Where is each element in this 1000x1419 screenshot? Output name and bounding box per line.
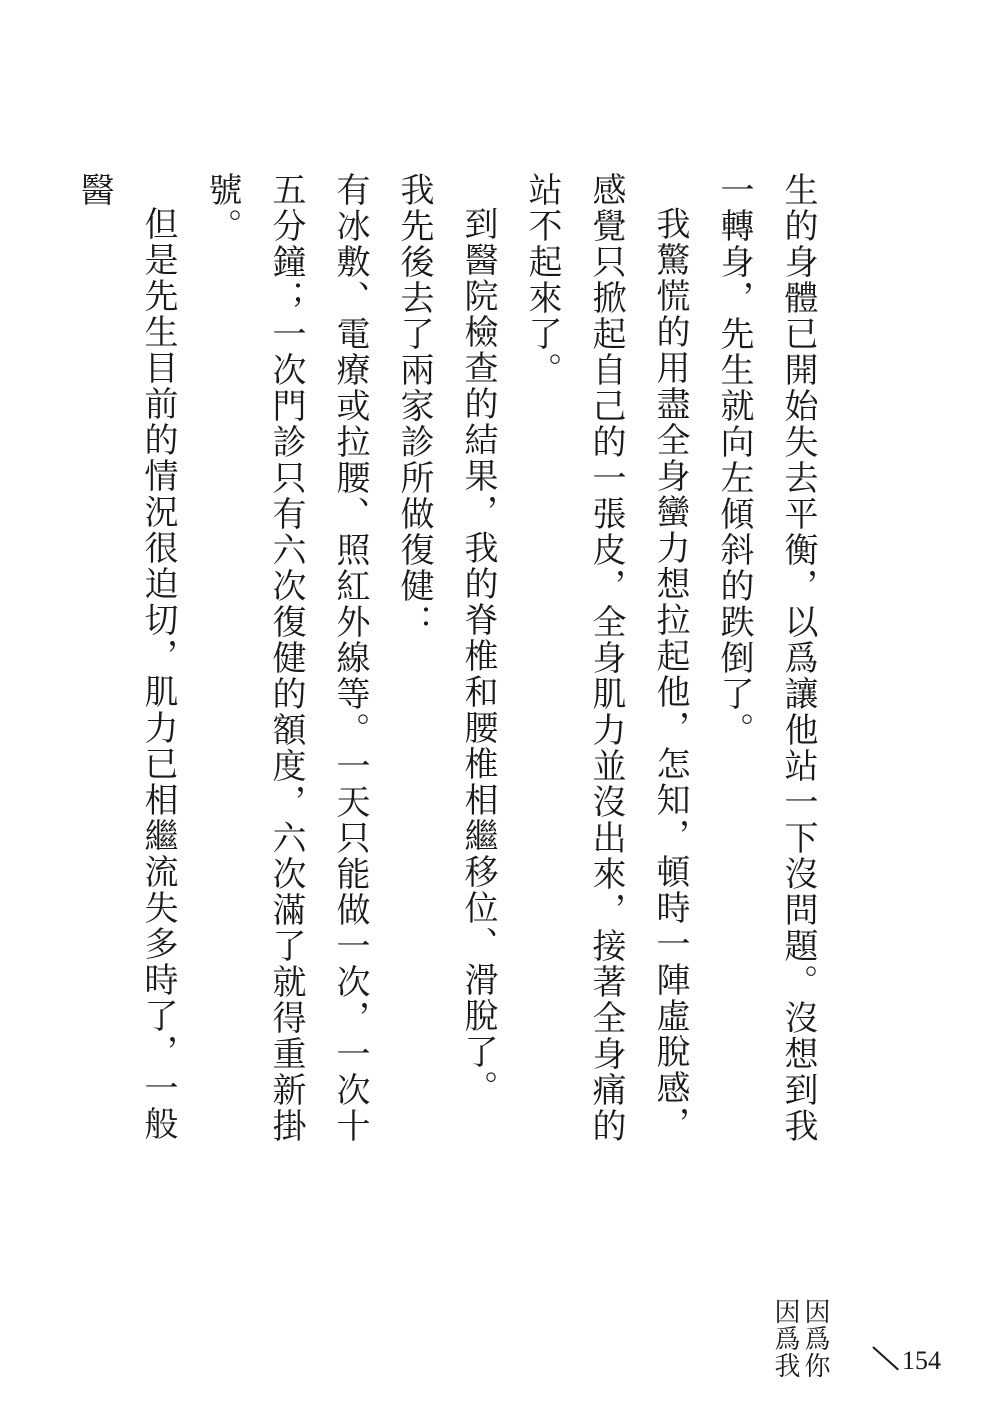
page-number: 154 xyxy=(902,1346,941,1375)
paragraph-3: 到醫院檢查的結果，我的脊椎和腰椎相繼移位、滑脫了。 xyxy=(458,206,498,1106)
paragraph-1: 生的身體已開始失去平衡，以爲讓他站一下沒問題。沒想到我一轉身，先生就向左傾斜的跌倒了。 xyxy=(714,172,818,1144)
vertical-text-body xyxy=(62,172,830,1172)
running-title-line-1: 因爲你 xyxy=(800,1298,830,1379)
paragraph-5: 有冰敷、電療或拉腰、照紅外線等。一天只能做一次，一次十五分鐘；一次門診只有六次復健的額度，六次滿了就得重新掛號。 xyxy=(202,172,370,1144)
running-title xyxy=(770,1298,830,1379)
running-title-line-2: 因爲我 xyxy=(770,1298,800,1379)
footer-divider-slash xyxy=(872,1346,899,1370)
paragraph-6: 但是先生目前的情況很迫切，肌力已相繼流失多時了，一般醫 xyxy=(74,172,178,1142)
paragraph-2: 我驚慌的用盡全身蠻力想拉起他，怎知，頓時一陣虛脫感，感覺只掀起自己的一張皮，全身肌力並沒出來，接著全身痛的站不起來了。 xyxy=(522,172,690,1144)
paragraph-4: 我先後去了兩家診所做復健： xyxy=(394,172,434,640)
